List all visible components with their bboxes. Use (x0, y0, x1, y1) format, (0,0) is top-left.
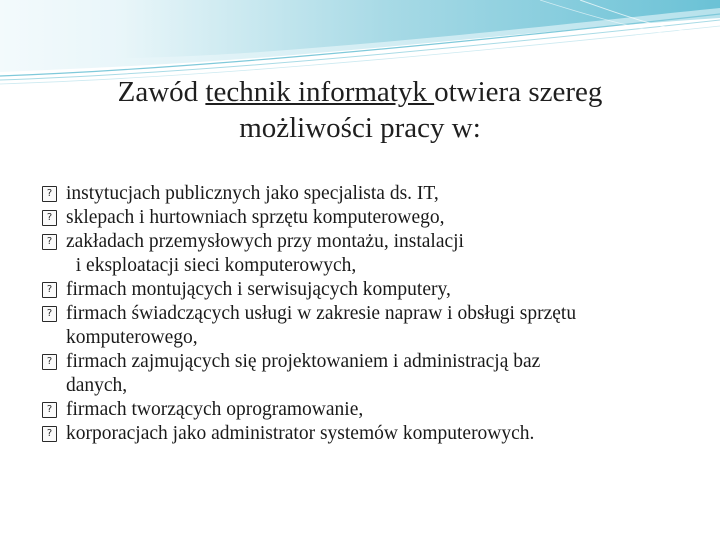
missing-glyph-box-icon (42, 306, 57, 322)
slide-title (40, 74, 680, 146)
title-line-1 (40, 74, 680, 110)
title-part-2: otwiera szereg (434, 76, 603, 108)
missing-glyph-box-icon (42, 210, 57, 226)
missing-glyph-box-icon (42, 186, 57, 202)
missing-glyph-box-icon (42, 282, 57, 298)
list-item: ? instytucjach publicznych jako specjalista ds. IT, (40, 182, 700, 206)
list-item: ? firmach świadczących usługi w zakresie napraw i obsługi sprzętu komputerowego, (40, 302, 700, 350)
list-item: ? firmach tworzących oprogramowanie, (40, 398, 700, 422)
missing-glyph-box-icon (42, 234, 57, 250)
list-item: ? firmach zajmujących się projektowaniem i administracją baz danych, (40, 350, 700, 398)
bullet-list (40, 182, 700, 446)
missing-glyph-box-icon (42, 402, 57, 418)
title-underlined-term: technik informatyk (205, 76, 435, 108)
missing-glyph-box-icon (42, 354, 57, 370)
title-part-1: Zawód (117, 76, 206, 108)
list-item: ? firmach montujących i serwisujących komputery, (40, 278, 700, 302)
missing-glyph-box-icon (42, 426, 57, 442)
list-item: ? zakładach przemysłowych przy montażu, instalacji i eksploatacji sieci komputerowych, (40, 230, 700, 278)
title-line-2: możliwości pracy w: (239, 112, 481, 144)
list-item: ? sklepach i hurtowniach sprzętu komputerowego, (40, 206, 700, 230)
list-item: ? korporacjach jako administrator systemów komputerowych. (40, 422, 700, 446)
